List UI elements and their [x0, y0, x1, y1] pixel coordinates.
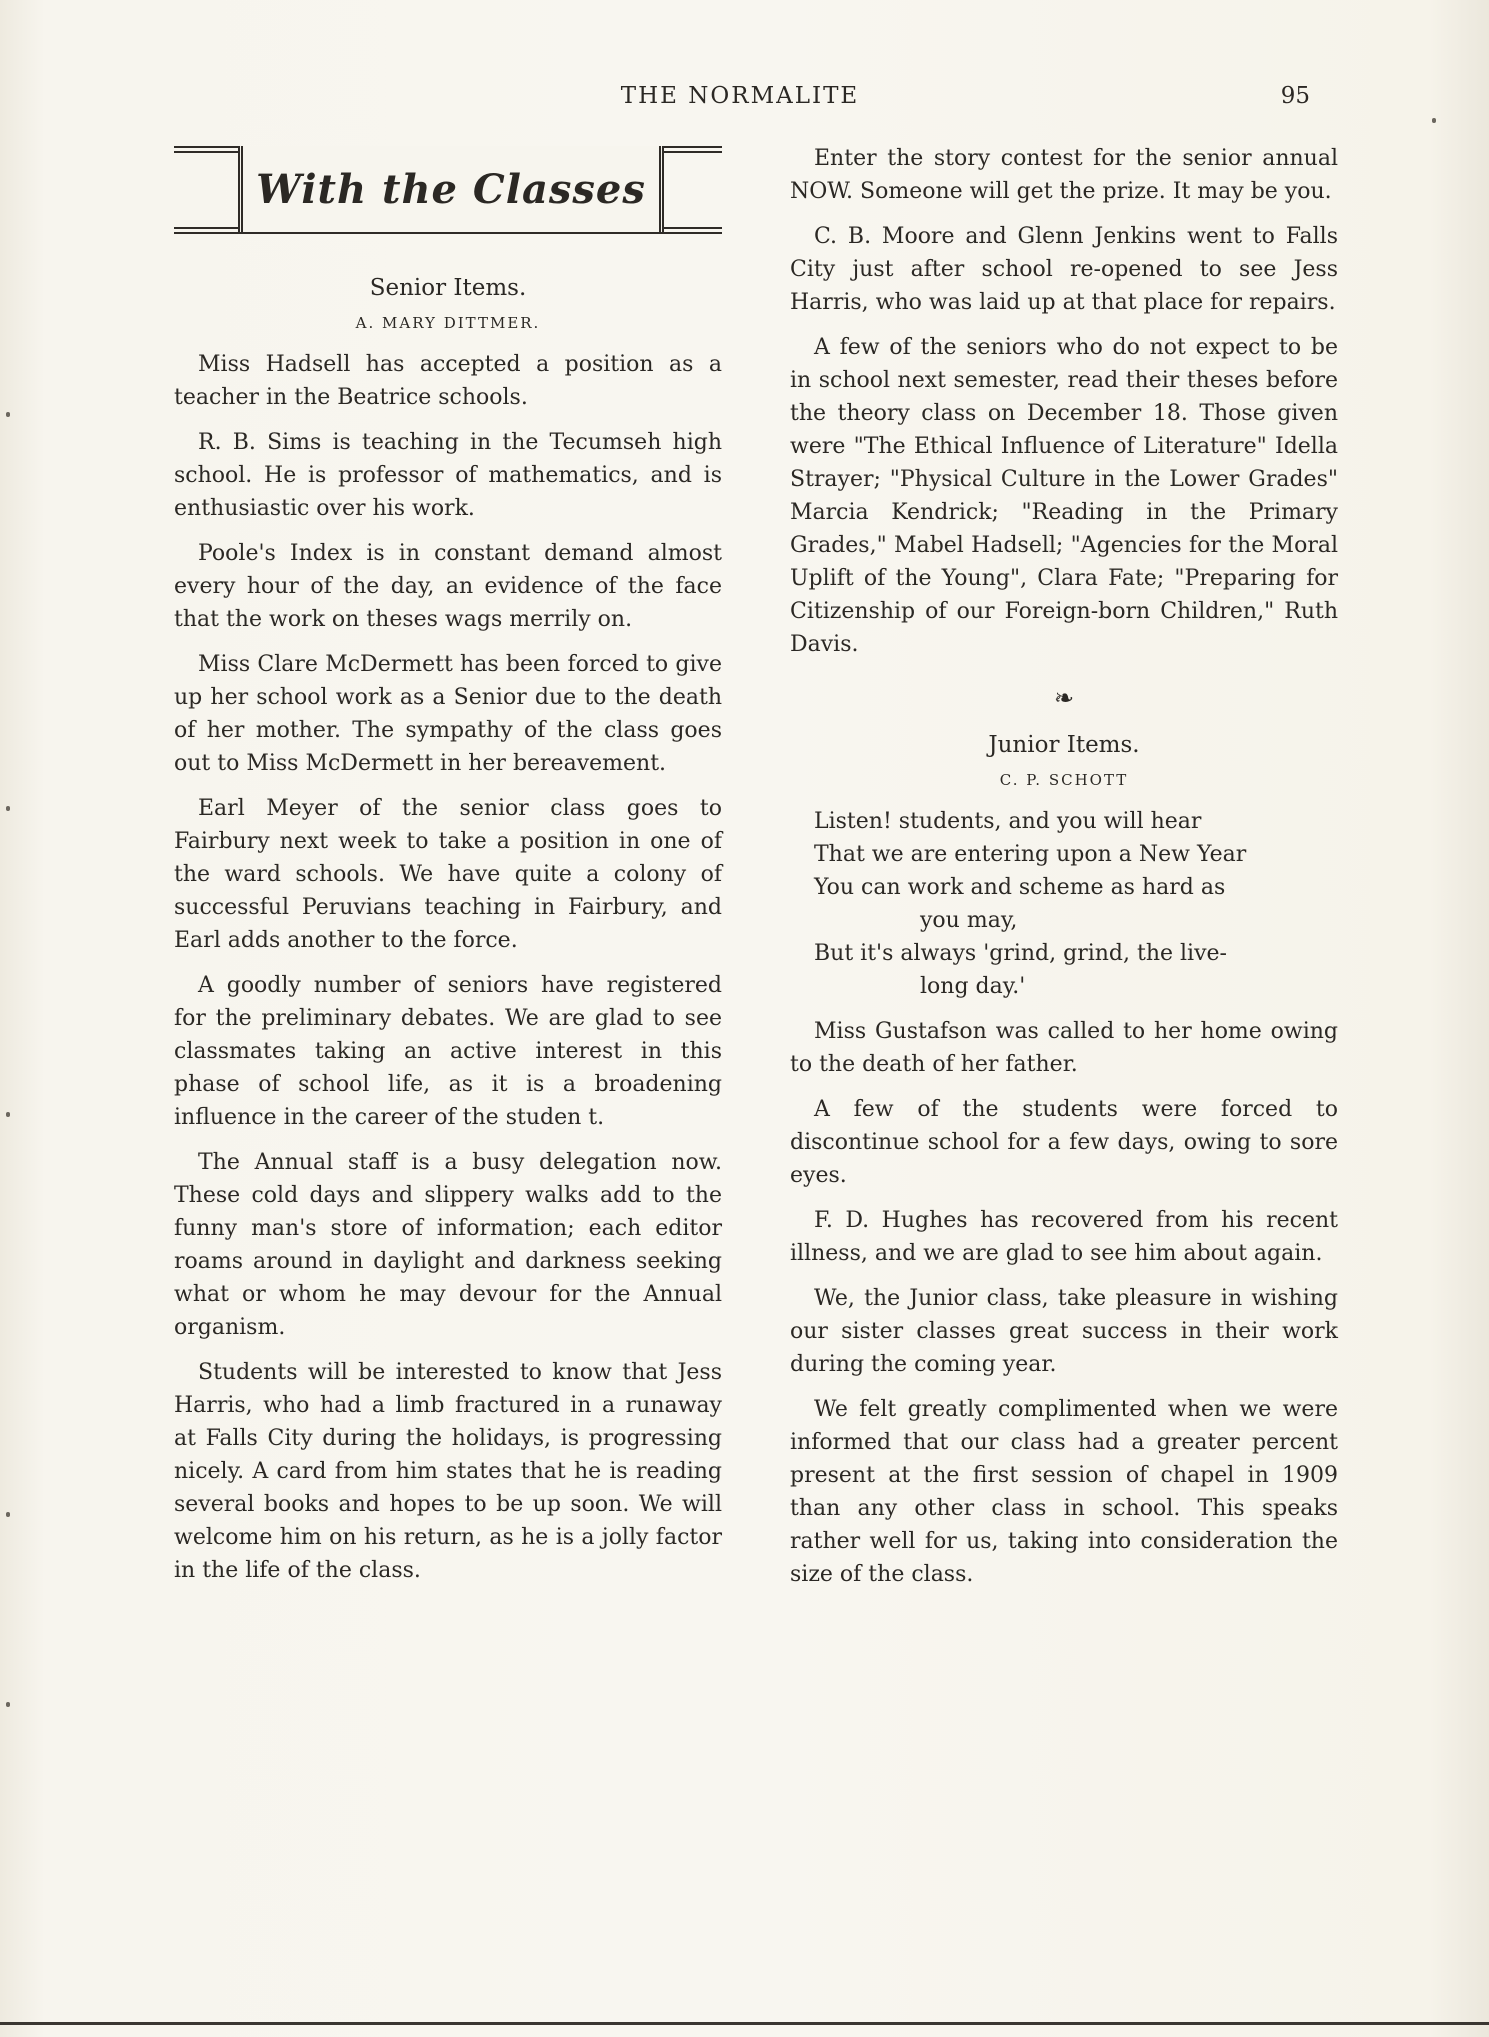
scan-speck	[6, 806, 10, 811]
junior-poem	[790, 805, 1338, 1003]
poem-line: long day.'	[920, 974, 1026, 999]
scan-speck	[6, 412, 10, 417]
senior-paragraph: Poole's Index is in constant demand almost every hour of the day, an evidence of the face that the work on theses wags merrily on.	[174, 541, 722, 632]
junior-paragraph: Miss Gustafson was called to her home owing to the death of her father.	[790, 1019, 1338, 1077]
scan-speck	[6, 1702, 10, 1707]
poem-line: But it's always 'grind, grind, the live-	[814, 941, 1227, 966]
right-column	[790, 142, 1338, 1603]
scan-speck	[6, 1512, 10, 1517]
banner-title: With the Classes	[256, 166, 646, 213]
banner-rule	[174, 232, 722, 234]
senior-paragraph: A goodly number of seniors have registered for the preliminary debates. We are glad to see classmates taking an active interest in this phase of school life, as it is a broadening influence in the career of the studen t.	[174, 973, 722, 1130]
senior-paragraph: C. B. Moore and Glenn Jenkins went to Falls City just after school re-opened to see Jess Harris, who was laid up at that place for repairs.	[790, 224, 1338, 315]
bottom-edge-rule	[0, 2022, 1489, 2025]
senior-paragraph: The Annual staff is a busy delegation now. These cold days and slippery walks add to the funny man's store of information; each editor roams around in daylight and darkness seeking what or whom he may devour for the Annual organism.	[174, 1150, 722, 1340]
poem-line: Listen! students, and you will hear	[814, 809, 1202, 834]
banner-box	[238, 146, 664, 232]
senior-paragraph: Students will be interested to know that Jess Harris, who had a limb fractured in a runaway at Falls City during the holidays, is progressing nicely. A card from him states that he is reading several books and hopes to be up soon. We will welcome him on his return, as he is a jolly factor in the life of the class.	[174, 1360, 722, 1583]
junior-paragraph: F. D. Hughes has recovered from his recent illness, and we are glad to see him about again.	[790, 1208, 1338, 1266]
junior-paragraph: We, the Junior class, take pleasure in wishing our sister classes great success in their work during the coming year.	[790, 1286, 1338, 1377]
page-header	[170, 78, 1310, 114]
senior-paragraph: A few of the seniors who do not expect to be in school next semester, read their theses before the theory class on December 18. Those given were "The Ethical Influence of Literature" Idella Strayer; "Physical Culture in the Lower Grades" Marcia Kendrick; "Reading in the Primary Grades," Mabel Hadsell; "Agencies for the Moral Uplift of the Young", Clara Fate; "Preparing for Citizenship of our Foreign-born Children," Ruth Davis.	[790, 335, 1338, 657]
junior-paragraph: A few of the students were forced to discontinue school for a few days, owing to sore eyes.	[790, 1097, 1338, 1188]
poem-line: That we are entering upon a New Year	[814, 842, 1247, 867]
fleuron-ornament-icon: ❧	[1053, 684, 1075, 712]
page-number: 95	[1280, 83, 1310, 109]
senior-paragraph: Miss Clare McDermett has been forced to give up her school work as a Senior due to the death of her mother. The sympathy of the class goes out to Miss McDermett in her bereavement.	[174, 652, 722, 776]
senior-paragraph: Enter the story contest for the senior annual NOW. Someone will get the prize. It may be you.	[790, 146, 1338, 204]
scan-speck	[6, 1112, 10, 1117]
senior-paragraph: Earl Meyer of the senior class goes to Fairbury next week to take a position in one of the ward schools. We have quite a colony of successful Peruvians teaching in Fairbury, and Earl adds another to the force.	[174, 796, 722, 953]
scan-speck	[1432, 118, 1436, 123]
junior-paragraph: We felt greatly complimented when we were informed that our class had a greater percent present at the first session of chapel in 1909 than any other class in school. This speaks rather well for us, taking into consideration the size of the class.	[790, 1397, 1338, 1587]
junior-items-byline: C. P. SCHOTT	[999, 771, 1129, 789]
senior-items-byline: A. MARY DITTMER.	[355, 314, 541, 332]
section-banner	[174, 142, 722, 242]
junior-items-title: Junior Items.	[988, 732, 1140, 758]
senior-items-title: Senior Items.	[369, 275, 527, 301]
senior-paragraph: Miss Hadsell has accepted a position as a teacher in the Beatrice schools.	[174, 352, 722, 410]
poem-line: you may,	[920, 908, 1018, 933]
senior-paragraph: R. B. Sims is teaching in the Tecumseh high school. He is professor of mathematics, and is enthusiastic over his work.	[174, 430, 722, 521]
left-column	[174, 142, 722, 1599]
poem-line: You can work and scheme as hard as	[814, 875, 1226, 900]
journal-title: THE NORMALITE	[620, 83, 860, 109]
